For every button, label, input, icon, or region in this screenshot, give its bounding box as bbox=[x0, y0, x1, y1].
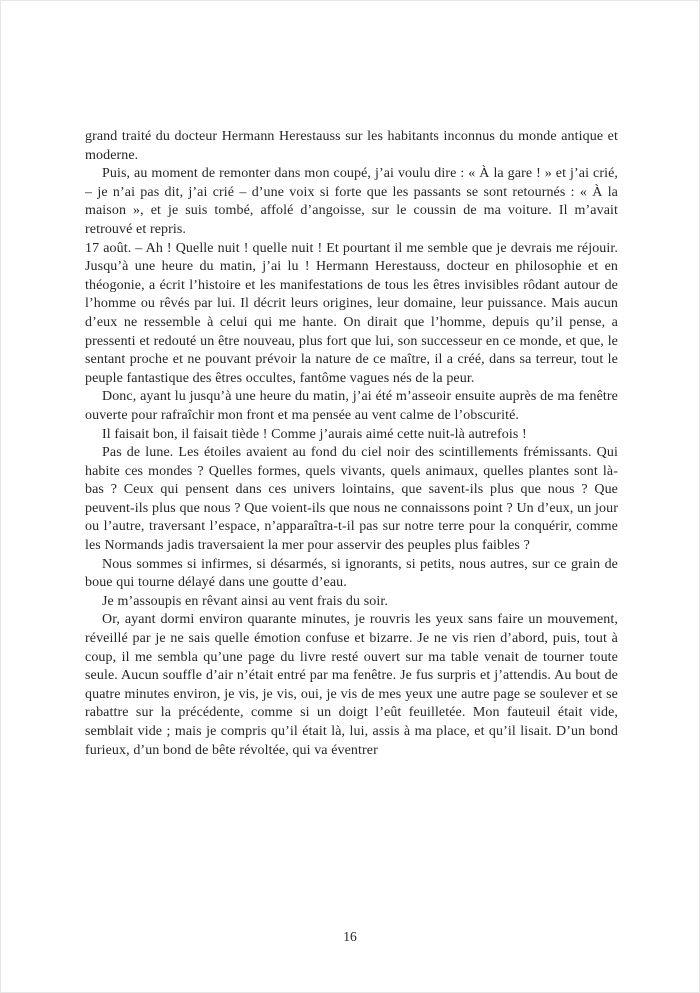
paragraph: Donc, ayant lu jusqu’à une heure du matin, j’ai été m’asseoir ensuite auprès de ma fenêtre ouverte pour rafraîchir mon front et ma pensée au vent calme de l’obscurité. bbox=[85, 389, 618, 423]
paragraph: Il faisait bon, il faisait tiède ! Comme j’aurais aimé cette nuit-là autrefois ! bbox=[102, 426, 527, 442]
paragraph: Puis, au moment de remonter dans mon coupé, j’ai voulu dire : « À la gare ! » et j’ai crié, – je n’ai pas dit, j’ai crié – d’une voix si forte que les passants se sont retournés : « À la maison », et je suis tombé, affolé d’angoisse, sur le coussin de ma voiture. Il m’avait retrouvé et repris. bbox=[85, 166, 618, 237]
paragraph: Pas de lune. Les étoiles avaient au fond du ciel noir des scintillements frémissants. Qui habite ces mondes ? Quelles formes, quels vivants, quels animaux, quelles plantes sont là-bas ? Ceux qui pensent dans ces univers lointains, que savent-ils plus que nous ? Que peuvent-ils plus que nous ? Que voient-ils que nous ne connaissons point ? Un d’eux, un jour ou l’autre, traversant l’espace, n’apparaîtra-t-il pas sur notre terre pour la conquérir, comme les Normands jadis traversaient la mer pour asservir des peuples plus faibles ? bbox=[85, 445, 618, 554]
page-text bbox=[85, 128, 618, 760]
paragraph: grand traité du docteur Hermann Herestauss sur les habitants inconnus du monde antique et moderne. bbox=[85, 129, 618, 163]
page-number: 16 bbox=[343, 929, 357, 944]
paragraph: Nous sommes si infirmes, si désarmés, si ignorants, si petits, nous autres, sur ce grain de boue qui tourne délayé dans une goutte d’eau. bbox=[85, 556, 618, 591]
paragraph: Or, ayant dormi environ quarante minutes, je rouvris les yeux sans faire un mouvement, réveillé par je ne sais quelle émotion confuse et bizarre. Je ne vis rien d’abord, puis, tout à coup, il me sembla qu’une page du livre resté ouvert sur ma table venait de tourner toute seule. Aucun souffle d’air n’était entré par ma fenêtre. Je fus surpris et j’attendis. Au bout de quatre minutes environ, je vis, je vis, oui, je vis de mes yeux une autre page se soulever et se rabattre sur la précédente, comme si un doigt l’eût feuilletée. Mon fauteuil était vide, semblait vide ; mais je compris qu’il était là, lui, assis à ma place, et qu’il lisait. D’un bond furieux, d’un bond de bête révoltée, qui va éventrer bbox=[85, 612, 618, 758]
paragraph: 17 août. – Ah ! Quelle nuit ! quelle nuit ! Et pourtant il me semble que je devrais me réjouir. Jusqu’à une heure du matin, j’ai lu ! Hermann Herestauss, docteur en philosophie et en théogonie, a écrit l’histoire et les manifestations de tous les êtres invisibles rôdant autour de l’homme ou rêvés par lui. Il décrit leurs origines, leur domaine, leur puissance. Mais aucun d’eux ne ressemble à celui qui me hante. On dirait que l’homme, depuis qu’il pense, a pressenti et redouté un être nouveau, plus fort que lui, son successeur en ce monde, et que, le sentant proche et ne pouvant prévoir la nature de ce maître, il a créé, dans sa terreur, tout le peuple fantastique des êtres occultes, fantôme vagues nés de la peur. bbox=[85, 240, 618, 386]
paragraph: Je m’assoupis en rêvant ainsi au vent frais du soir. bbox=[102, 593, 388, 609]
